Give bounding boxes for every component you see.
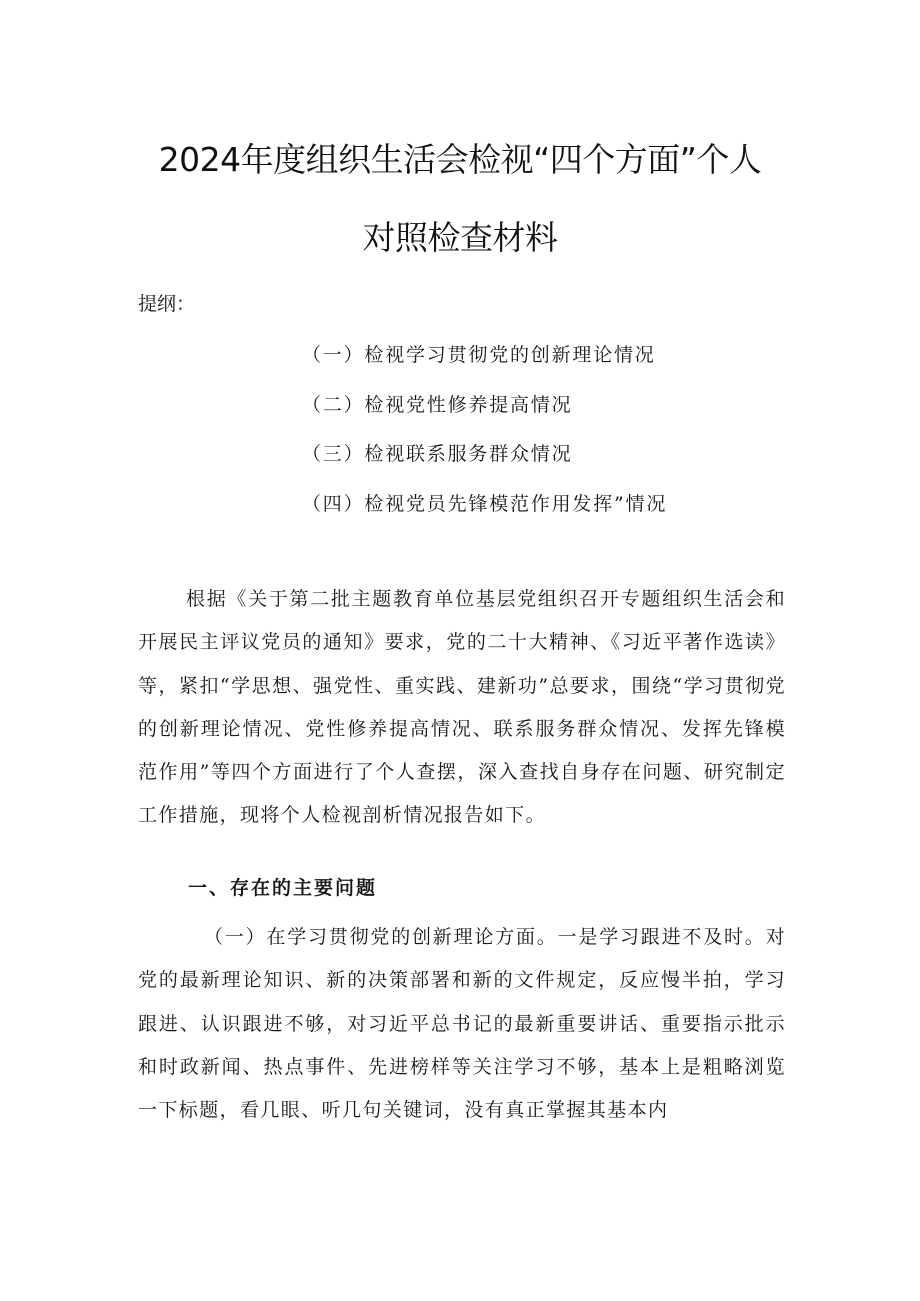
outline-item: （一）检视学习贯彻党的创新理论情况: [302, 344, 656, 366]
section-paragraph: （一）在学习贯彻党的创新理论方面。一是学习跟进不及时。对党的最新理论知识、新的决策部署和新的文件规定，反应慢半拍，学习跟进、认识跟进不够，对习近平总书记的最新重要讲话、重要指示批示和时政新闻、热点事件、先进榜样等关注学习不够，基本上是粗略浏览一下标题，看几眼、听几句关键词，没有真正掌握其基本内: [138, 926, 786, 1122]
section-heading: 一、存在的主要问题: [188, 877, 378, 899]
document-title-line-1: 2024年度组织生活会检视“四个方面”个人: [158, 140, 762, 179]
outline-item: （三）检视联系服务群众情况: [302, 443, 573, 465]
outline-list: [302, 338, 667, 536]
outline-label: 提纲：: [138, 293, 196, 315]
outline-item: （四）检视党员先锋模范作用发挥”情况: [302, 492, 668, 515]
intro-paragraph: 根据《关于第二批主题教育单位基层党组织召开专题组织生活会和开展民主评议党员的通知》要求，党的二十大精神、《习近平著作选读》等，紧扣“学思想、强党性、重实践、建新功”总要求，围绕“学习贯彻党的创新理论情况、党性修养提高情况、联系服务群众情况、发挥先锋模范作用”等四个方面进行了个人查摆，深入查找自身存在问题、研究制定工作措施，现将个人检视剖析情况报告如下。: [138, 588, 786, 827]
document-title-line-2: 对照检查材料: [362, 218, 558, 257]
outline-item: （二）检视党性修养提高情况: [302, 393, 573, 416]
